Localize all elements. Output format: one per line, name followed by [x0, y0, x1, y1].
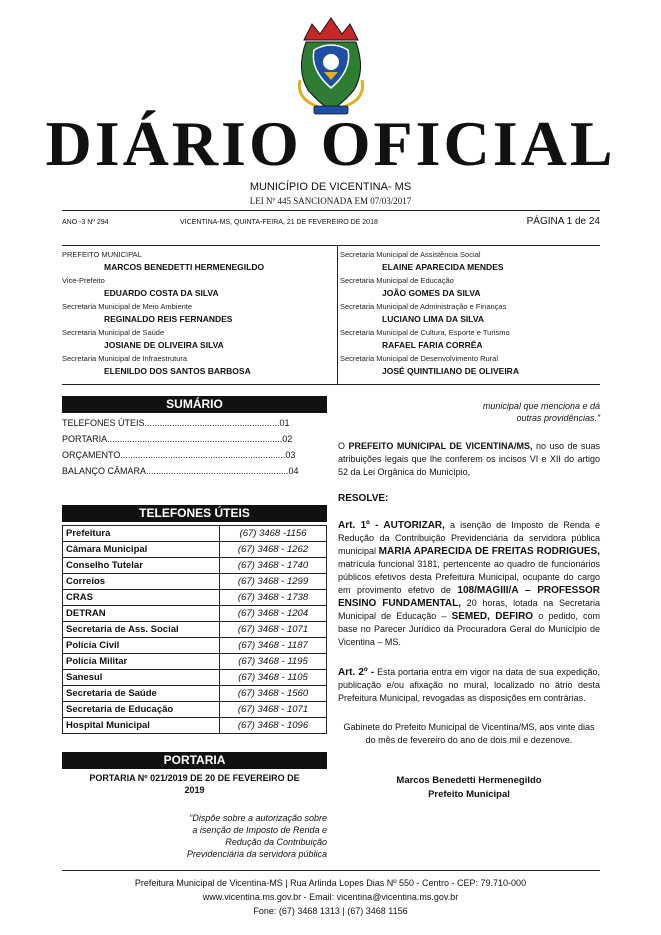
- phone-name: CRAS: [63, 590, 220, 606]
- edition-date: VICENTINA-MS, QUINTA-FEIRA, 21 DE FEVEREIRO DE 2018: [180, 219, 378, 226]
- phone-number: (67) 3468 - 1299: [220, 574, 327, 590]
- summary-list: [62, 415, 318, 479]
- table-row: [63, 590, 327, 606]
- officials-left-column: [62, 250, 327, 380]
- edition-number: ANO -3 Nº 294: [62, 219, 109, 226]
- official-entry: [62, 276, 327, 302]
- portaria-ementa: [62, 812, 327, 860]
- decision-text: SEMED, DEFIRO: [451, 611, 534, 622]
- table-row: [63, 702, 327, 718]
- intro-authority: PREFEITO MUNICIPAL DE VICENTINA/MS,: [348, 441, 533, 451]
- header-top-rule: [62, 210, 600, 211]
- phone-name: Sanesul: [63, 670, 220, 686]
- phone-number: (67) 3468 - 1195: [220, 654, 327, 670]
- footer: [0, 876, 661, 918]
- summary-title: SUMÁRIO: [62, 396, 327, 413]
- article-text: a isenção de Imposto de Renda e Redução da Contribuição Previdenciária da servidora pública municipal: [338, 520, 600, 556]
- official-entry: [62, 250, 327, 276]
- footer-address: Prefeitura Municipal de Vicentina-MS | Rua Arlinda Lopes Dias Nº 550 - Centro - CEP: 79.710-000: [134, 878, 527, 888]
- official-role: Secretaria Municipal de Administração e Finanças: [340, 302, 507, 311]
- footer-rule: [62, 870, 600, 871]
- municipality-name: MUNICÍPIO DE VICENTINA- MS: [249, 181, 412, 193]
- phone-name: Polícia Civil: [63, 638, 220, 654]
- article-text: o pedido, com base no Parecer Jurídico da Procuradora Geral do Município de Vicentina – MS.: [338, 611, 600, 647]
- summary-item: TELEFONES ÚTEIS......................................................01: [62, 418, 290, 428]
- official-name: REGINALDO REIS FERNANDES: [104, 314, 233, 324]
- article-label: Art. 2º -: [338, 667, 375, 678]
- article-text: Esta portaria entra em vigor na data de sua expedição, publicação e/ou afixação no mural, localizado no átrio desta Prefeitura Municipal, revogadas as disposições em contrárias.: [338, 667, 600, 703]
- footer-phones: Fone: (67) 3468 1313 | (67) 3468 1156: [253, 906, 408, 916]
- intro-text: O: [338, 441, 349, 451]
- edition-bar: [62, 214, 600, 232]
- summary-item: BALANÇO CÂMARA.........................................................04: [62, 466, 299, 476]
- table-row: [63, 718, 327, 734]
- article-1: [338, 519, 600, 649]
- employee-name: MARIA APARECIDA DE FREITAS RODRIGUES,: [378, 546, 600, 557]
- phone-number: (67) 3468 - 1105: [220, 670, 327, 686]
- phone-number: (67) 3468 - 1187: [220, 638, 327, 654]
- official-name: ELAINE APARECIDA MENDES: [382, 262, 504, 272]
- phone-number: (67) 3468 - 1738: [220, 590, 327, 606]
- phone-name: Secretaria de Ass. Social: [63, 622, 220, 638]
- ementa-line: outras providências.”: [516, 413, 600, 423]
- ementa-line: municipal que menciona e dá: [482, 401, 600, 411]
- article-label: Art. 1º - AUTORIZAR,: [338, 520, 445, 531]
- official-role: Secretaria Municipal de Infraestrutura: [62, 354, 188, 363]
- ementa-line: “Dispõe sobre a autorização sobre: [189, 813, 327, 823]
- table-row: [63, 670, 327, 686]
- table-row: [63, 526, 327, 542]
- phone-name: Correios: [63, 574, 220, 590]
- official-role: Secretaria Municipal de Educação: [340, 276, 454, 285]
- table-row: [63, 622, 327, 638]
- official-role: Secretaria Municipal de Assistência Social: [340, 250, 481, 259]
- phone-name: Polícia Militar: [63, 654, 220, 670]
- portaria-intro: [338, 440, 600, 479]
- phone-number: (67) 3468 - 1204: [220, 606, 327, 622]
- official-role: Secretaria Municipal de Saúde: [62, 328, 165, 337]
- official-role: Vice-Prefeito: [62, 276, 105, 285]
- table-row: [63, 638, 327, 654]
- table-row: [63, 606, 327, 622]
- phone-number: (67) 3468 - 1560: [220, 686, 327, 702]
- portaria-title: PORTARIA: [62, 752, 327, 769]
- phone-number: (67) 3468 - 1071: [220, 702, 327, 718]
- phone-name: Hospital Municipal: [63, 718, 220, 734]
- phone-name: Secretaria de Educação: [63, 702, 220, 718]
- phones-title: TELEFONES ÚTEIS: [62, 505, 327, 522]
- article-text: matrícula funcional 3181, pertencente ao quadro de funcionários públicos efetivos desta Prefeitura Municipal, ocupante do cargo em provimento efetivo de: [338, 559, 600, 595]
- portaria-heading-line: PORTARIA Nº 021/2019 DE 20 DE FEVEREIRO DE: [89, 773, 300, 783]
- closing-text: Gabinete do Prefeito Municipal de Vicentina/MS, aos vinte dias do mês de fevereiro do ano de dois mil e dezenove.: [343, 722, 595, 745]
- footer-web-email[interactable]: www.vicentina.ms.gov.br - Email: vicentina@vicentina.ms.gov.br: [202, 892, 459, 902]
- official-name: MARCOS BENEDETTI HERMENEGILDO: [104, 262, 265, 272]
- phone-name: Câmara Municipal: [63, 542, 220, 558]
- table-row: [63, 686, 327, 702]
- signer-title: Prefeito Municipal: [428, 789, 510, 800]
- official-entry: [340, 250, 605, 276]
- signer-name: Marcos Benedetti Hermenegildo: [396, 775, 542, 786]
- official-role: Secretaria Municipal de Desenvolvimento Rural: [340, 354, 498, 363]
- table-row: [63, 558, 327, 574]
- ementa-line: Redução da Contribuição: [225, 837, 327, 847]
- official-name: ELENILDO DOS SANTOS BARBOSA: [104, 366, 251, 376]
- ementa-line: Previdenciária da servidora pública: [186, 849, 327, 859]
- officials-block: [62, 245, 600, 385]
- resolve-heading: RESOLVE:: [338, 493, 389, 504]
- official-role: PREFEITO MUNICIPAL: [62, 250, 142, 259]
- phone-name: Prefeitura: [63, 526, 220, 542]
- officials-right-column: [340, 250, 605, 380]
- official-name: EDUARDO COSTA DA SILVA: [104, 288, 219, 298]
- article-2: [338, 666, 600, 705]
- official-name: LUCIANO LIMA DA SILVA: [382, 314, 484, 324]
- official-role: Secretaria Municipal de Cultura, Esporte e Turismo: [340, 328, 510, 337]
- official-entry: [340, 328, 605, 354]
- official-entry: [340, 302, 605, 328]
- article-text: 20 horas, lotada na Secretaria Municipal de Educação –: [338, 598, 601, 621]
- portaria-heading: [62, 772, 327, 796]
- position-title: 108/MAGIII/A – PROFESSOR ENSINO FUNDAMENTAL,: [338, 585, 600, 609]
- municipal-coat-of-arms-icon: [286, 10, 376, 120]
- portaria-heading-line: 2019: [184, 785, 205, 795]
- official-name: JOSIANE DE OLIVEIRA SILVA: [104, 340, 224, 350]
- phone-name: DETRAN: [63, 606, 220, 622]
- ementa-line: a isenção de Imposto de Renda e: [192, 825, 327, 835]
- table-row: [63, 654, 327, 670]
- intro-text: no uso de suas atribuições legais que lhe conferem os incisos VI e XII do artigo 52 da Lei Orgânica do Município,: [338, 441, 601, 477]
- phone-number: (67) 3468 - 1071: [220, 622, 327, 638]
- official-role: Secretaria Municipal de Meio Ambiente: [62, 302, 193, 311]
- official-name: JOÃO GOMES DA SILVA: [382, 288, 481, 298]
- table-row: [63, 542, 327, 558]
- official-entry: [340, 354, 605, 380]
- official-entry: [340, 276, 605, 302]
- phone-name: Conselho Tutelar: [63, 558, 220, 574]
- phone-number: (67) 3468 - 1740: [220, 558, 327, 574]
- table-row: [63, 574, 327, 590]
- phone-name: Secretaria de Saúde: [63, 686, 220, 702]
- signature-block: [338, 774, 600, 802]
- page-number: PÁGINA 1 de 24: [526, 216, 600, 227]
- phones-table: [62, 525, 327, 734]
- summary-item: PORTARIA......................................................................02: [62, 434, 293, 444]
- official-entry: [62, 328, 327, 354]
- phone-number: (67) 3468 - 1262: [220, 542, 327, 558]
- phone-number: (67) 3468 -1156: [220, 526, 327, 542]
- official-name: JOSÉ QUINTILIANO DE OLIVEIRA: [382, 366, 519, 376]
- portaria-ementa-cont: [338, 400, 600, 424]
- official-entry: [62, 354, 327, 380]
- official-name: RAFAEL FARIA CORRÊA: [382, 340, 483, 350]
- masthead-title: DIÁRIO OFICIAL: [45, 108, 616, 179]
- law-reference: LEI Nº 445 SANCIONADA EM 07/03/2017: [249, 196, 412, 206]
- summary-item: ORÇAMENTO..................................................................03: [62, 450, 296, 460]
- phone-number: (67) 3468 - 1096: [220, 718, 327, 734]
- officials-divider: [337, 246, 338, 384]
- official-entry: [62, 302, 327, 328]
